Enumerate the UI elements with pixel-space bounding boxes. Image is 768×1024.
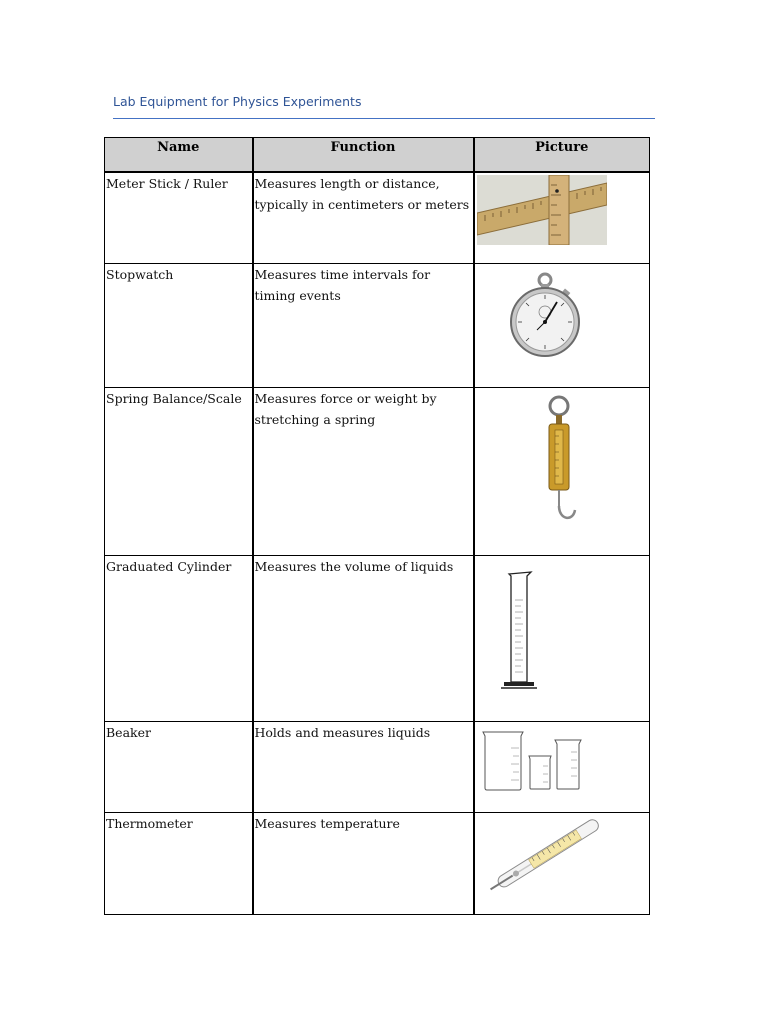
equipment-picture	[474, 172, 650, 264]
equipment-name: Meter Stick / Ruler	[105, 172, 253, 264]
equipment-function: Measures the volume of liquids	[253, 556, 474, 722]
table-row	[105, 264, 650, 388]
table-row	[105, 388, 650, 556]
header-function: Function	[253, 138, 474, 172]
document-title: Lab Equipment for Physics Experiments	[113, 94, 362, 109]
ruler-icon	[477, 175, 607, 245]
title-divider	[113, 118, 655, 119]
equipment-function: Measures force or weight by stretching a spring	[253, 388, 474, 556]
equipment-picture	[474, 722, 650, 813]
equipment-function: Measures time intervals for timing events	[253, 264, 474, 388]
header-picture: Picture	[474, 138, 650, 172]
graduated-cylinder-icon	[501, 570, 541, 694]
header-name: Name	[105, 138, 253, 172]
table-row	[105, 556, 650, 722]
equipment-table	[104, 137, 650, 915]
equipment-function: Holds and measures liquids	[253, 722, 474, 813]
thermometer-icon	[477, 815, 611, 897]
equipment-name: Graduated Cylinder	[105, 556, 253, 722]
equipment-picture	[474, 388, 650, 556]
equipment-picture	[474, 813, 650, 915]
equipment-picture	[474, 264, 650, 388]
table-header-row	[105, 138, 650, 172]
equipment-name: Spring Balance/Scale	[105, 388, 253, 556]
equipment-name: Stopwatch	[105, 264, 253, 388]
table-row	[105, 813, 650, 915]
spring-balance-icon	[545, 394, 585, 534]
equipment-name: Thermometer	[105, 813, 253, 915]
beaker-icon	[481, 728, 585, 794]
table-row	[105, 172, 650, 264]
stopwatch-icon	[505, 270, 585, 360]
equipment-picture	[474, 556, 650, 722]
equipment-name: Beaker	[105, 722, 253, 813]
equipment-function: Measures temperature	[253, 813, 474, 915]
equipment-function: Measures length or distance, typically in centimeters or meters	[253, 172, 474, 264]
table-row	[105, 722, 650, 813]
